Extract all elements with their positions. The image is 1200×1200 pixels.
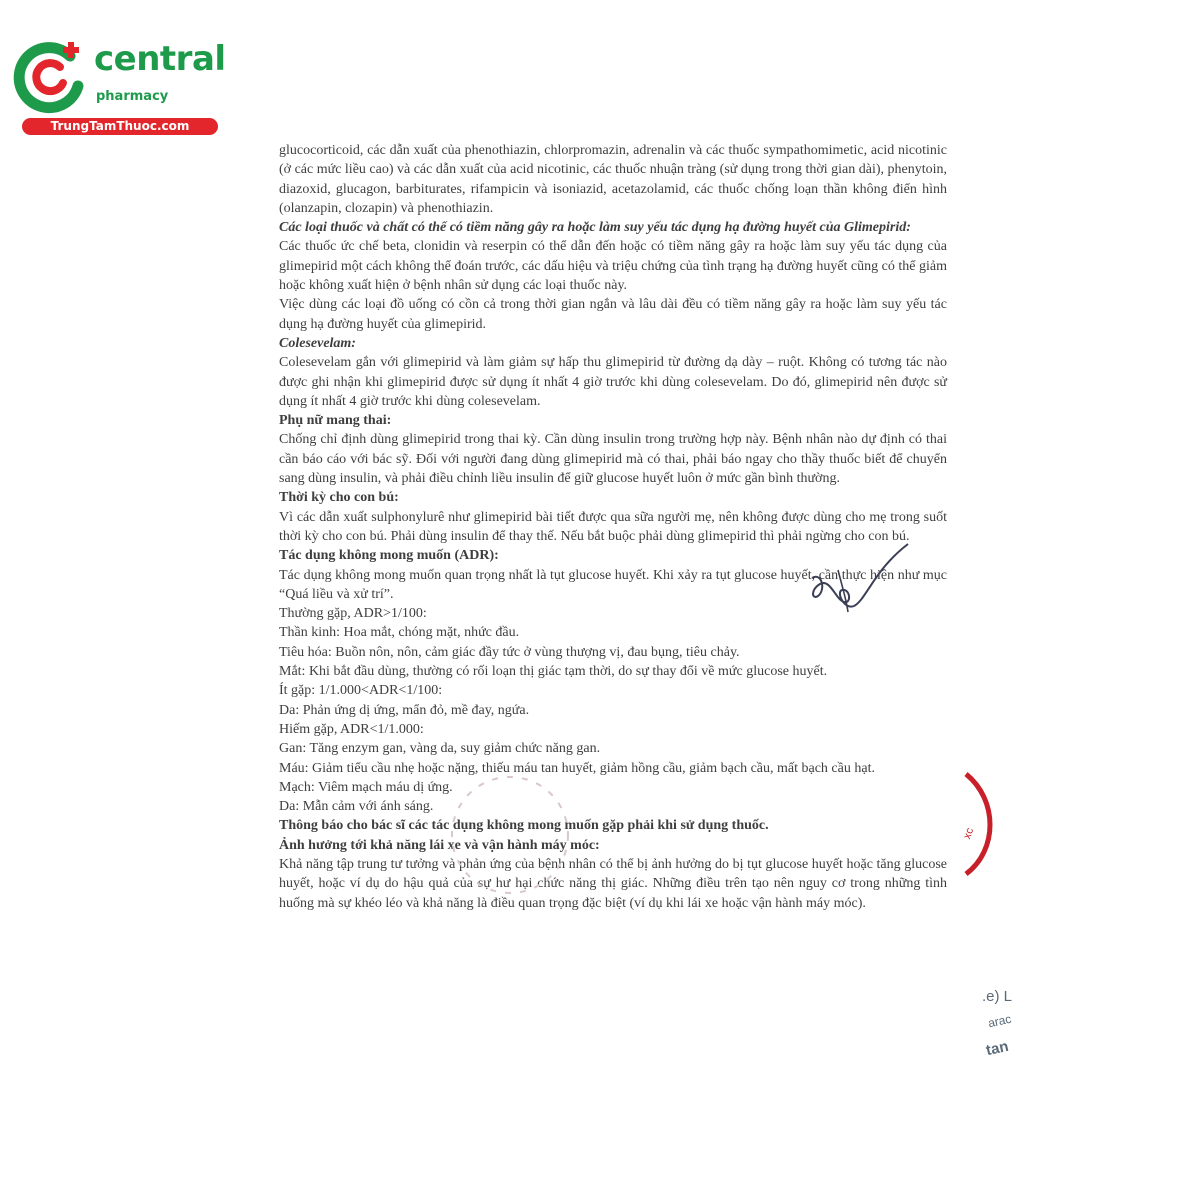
section-heading-hypoglycemic-effect: Các loại thuốc và chất có thể có tiềm năng gây ra hoặc làm suy yếu tác dụng hạ đường huyết của Glimepirid: — [279, 220, 911, 236]
paragraph-pregnancy: Chống chỉ định dùng glimepirid trong thai kỳ. Cần dùng insulin trong trường hợp này. Bệnh nhân nào dự định có thai cần báo cáo với bác sỹ. Đối với người đang dùng glimepirid mà có thai, phải báo ngay cho thầy thuốc biết để chuyển sang dùng insulin, và phải điều chỉnh liều insulin để giữ glucose huyết luôn ở mức gần bình thường. — [279, 432, 947, 487]
adr-line-liver: Gan: Tăng enzym gan, vàng da, suy giảm chức năng gan. — [279, 741, 601, 757]
paragraph-driving: Khả năng tập trung tư tưởng và phản ứng của bệnh nhân có thể bị ảnh hưởng do bị tụt glucose huyết hoặc tăng glucose huyết, hoặc ví dụ do hậu quả của sự hư hại chức năng thị giác. Những điều trên tạo nên nguy cơ trong những tình huống mà sự khéo léo và khả năng là điều quan trọng đặc biệt (ví dụ khi lái xe hoặc vận hành máy móc). — [279, 856, 947, 911]
adr-line-rare: Hiếm gặp, ADR<1/1.000: — [279, 721, 424, 737]
signature-scribble — [808, 540, 918, 630]
faint-stamp-mark — [420, 770, 600, 900]
section-heading-pregnancy: Phụ nữ mang thai: — [279, 413, 392, 429]
company-stamp-fragment — [982, 984, 1042, 1074]
brand-subtitle: pharmacy — [96, 89, 169, 104]
company-line-3: tan — [984, 1037, 1011, 1060]
paragraph-adr-intro: Tác dụng không mong muốn quan trọng nhất là tụt glucose huyết. Khi xảy ra tụt glucose huyết, cần thực hiện như mục “Quá liều và xử trí”. — [279, 567, 947, 602]
adr-line-digestive: Tiêu hóa: Buồn nôn, nôn, cảm giác đầy tức ở vùng thượng vị, đau bụng, tiêu chảy. — [279, 644, 740, 660]
paragraph-colesevelam: Colesevelam gắn với glimepirid và làm giảm sự hấp thu glimepirid từ đường dạ dày – ruột. Không có tương tác nào được ghi nhận khi glimepirid được sử dụng ít nhất 4 giờ trước khi dùng colesevelam. Do đó, glimepirid nên được sử dụng ít nhất 4 giờ trước khi dùng colesevelam. — [279, 355, 947, 409]
paragraph-alcohol: Việc dùng các loại đồ uống có cồn cả trong thời gian ngắn và lâu dài đều có tiềm năng gây ra hoặc làm suy yếu tác dụng hạ đường huyết của glimepirid. — [279, 297, 947, 332]
adr-line-nervous: Thần kinh: Hoa mắt, chóng mặt, nhức đầu. — [279, 625, 520, 641]
adr-line-common: Thường gặp, ADR>1/100: — [279, 606, 427, 622]
interaction-drug-list: glucocorticoid, các dẫn xuất của phenothiazin, chlorpromazin, adrenalin và các thuốc sympathomimetic, acid nicotinic (ở các mức liều cao) và các dẫn xuất của acid nicotinic, các thuốc nhuận tràng (sử dụng trong thời gian dài), phenytoin, diazoxid, glucagon, barbiturates, rifampicin và isoniazid, acetazolamid, các thuốc chống loạn thần không điển hình (olanzapin, clozapin) và phenothiazin. — [279, 143, 947, 216]
adr-line-eye: Mắt: Khi bắt đầu dùng, thường có rối loạn thị giác tạm thời, do sự thay đổi về mức glucose huyết. — [279, 664, 828, 680]
section-heading-driving: Ảnh hưởng tới khả năng lái xe và vận hành máy móc: — [279, 837, 600, 853]
document-body — [279, 141, 947, 913]
notice-report-adr: Thông báo cho bác sĩ các tác dụng không mong muốn gặp phải khi sử dụng thuốc. — [279, 818, 769, 834]
section-heading-adr: Tác dụng không mong muốn (ADR): — [279, 548, 499, 564]
adr-line-skin: Da: Phản ứng dị ứng, mẩn đỏ, mề đay, ngứa. — [279, 702, 530, 718]
brand-name: central — [94, 39, 226, 79]
paragraph-lactation: Vì các dẫn xuất sulphonylurê như glimepirid bài tiết được qua sữa người mẹ, nên không được dùng cho mẹ trong suốt thời kỳ cho con bú. Phải dùng insulin để thay thế. Nếu bắt buộc phải dùng glimepirid thì phải ngừng cho con bú. — [279, 509, 947, 544]
pharmacy-logo-icon — [10, 34, 92, 116]
central-pharmacy-logo[interactable] — [10, 34, 226, 136]
section-heading-lactation: Thời kỳ cho con bú: — [279, 490, 399, 506]
paragraph-beta-blockers: Các thuốc ức chế beta, clonidin và reserpin có thể dẫn đến hoặc có tiềm năng gây ra hoặc làm suy yếu tác dụng của glimepirid một cách không thể đoán trước, các dấu hiệu và triệu chứng của tình trạng hạ đường huyết cũng có thể giảm hoặc không xuất hiện ở bệnh nhân sử dụng các loại thuốc này. — [279, 239, 947, 294]
stamp-text: xc — [961, 826, 977, 841]
company-line-2: arac — [986, 1011, 1013, 1031]
adr-line-photosensitivity: Da: Mẫn cảm với ánh sáng. — [279, 799, 434, 815]
section-heading-colesevelam: Colesevelam: — [279, 335, 356, 351]
adr-line-uncommon: Ít gặp: 1/1.000<ADR<1/100: — [279, 683, 443, 699]
adr-line-blood: Máu: Giảm tiểu cầu nhẹ hoặc nặng, thiếu máu tan huyết, giảm hồng cầu, giảm bạch cầu, mất bạch cầu hạt. — [279, 760, 875, 776]
adr-line-vascular: Mạch: Viêm mạch máu dị ứng. — [279, 779, 453, 795]
red-stamp — [958, 770, 998, 885]
website-badge[interactable]: TrungTamThuoc.com — [22, 118, 218, 135]
stamp-arc-icon — [958, 770, 998, 880]
company-line-1: .e) L — [982, 988, 1013, 1005]
